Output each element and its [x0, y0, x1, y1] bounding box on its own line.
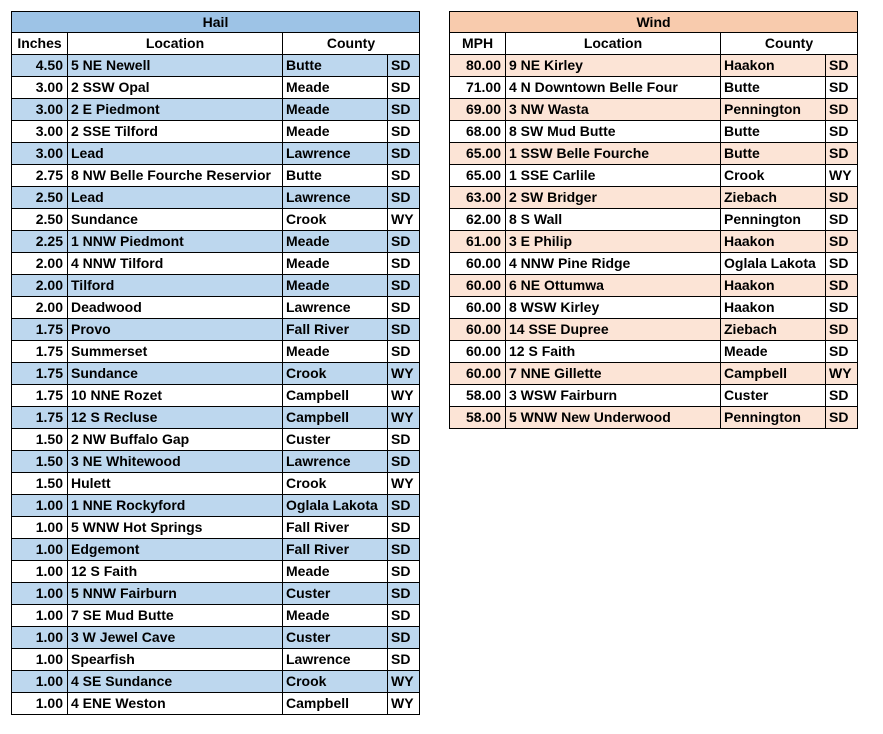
wind-cell-state: SD	[826, 99, 858, 121]
hail-cell-location: 2 SSW Opal	[68, 77, 283, 99]
wind-cell-location: 3 NW Wasta	[506, 99, 721, 121]
wind-cell-county: Haakon	[721, 275, 826, 297]
hail-cell-state: SD	[388, 649, 420, 671]
hail-cell-location: 8 NW Belle Fourche Reservior	[68, 165, 283, 187]
wind-cell-value: 60.00	[450, 341, 506, 363]
wind-cell-location: 8 WSW Kirley	[506, 297, 721, 319]
hail-cell-value: 1.00	[12, 561, 68, 583]
wind-cell-location: 3 E Philip	[506, 231, 721, 253]
wind-cell-value: 65.00	[450, 143, 506, 165]
wind-row	[450, 209, 858, 231]
wind-cell-location: 2 SW Bridger	[506, 187, 721, 209]
hail-cell-state: SD	[388, 605, 420, 627]
wind-cell-value: 61.00	[450, 231, 506, 253]
wind-title: Wind	[450, 12, 858, 33]
wind-row	[450, 121, 858, 143]
wind-rows	[450, 55, 858, 429]
hail-cell-state: SD	[388, 429, 420, 451]
hail-cell-county: Meade	[283, 121, 388, 143]
wind-cell-county: Haakon	[721, 55, 826, 77]
hail-cell-location: Summerset	[68, 341, 283, 363]
wind-cell-county: Ziebach	[721, 187, 826, 209]
hail-row	[12, 539, 420, 561]
hail-cell-location: 5 NNW Fairburn	[68, 583, 283, 605]
wind-cell-county: Pennington	[721, 209, 826, 231]
hail-cell-value: 1.50	[12, 451, 68, 473]
hail-cell-county: Meade	[283, 253, 388, 275]
hail-cell-location: 5 WNW Hot Springs	[68, 517, 283, 539]
wind-cell-value: 69.00	[450, 99, 506, 121]
hail-cell-county: Crook	[283, 473, 388, 495]
wind-row	[450, 385, 858, 407]
hail-cell-county: Meade	[283, 231, 388, 253]
hail-cell-location: 4 ENE Weston	[68, 693, 283, 715]
hail-cell-county: Lawrence	[283, 297, 388, 319]
hail-cell-county: Crook	[283, 671, 388, 693]
hail-cell-value: 2.75	[12, 165, 68, 187]
hail-row	[12, 275, 420, 297]
hail-cell-value: 1.00	[12, 583, 68, 605]
hail-cell-location: 2 SSE Tilford	[68, 121, 283, 143]
hail-cell-location: Hulett	[68, 473, 283, 495]
hail-cell-state: SD	[388, 561, 420, 583]
hail-cell-county: Crook	[283, 363, 388, 385]
hail-row	[12, 209, 420, 231]
hail-cell-location: 10 NNE Rozet	[68, 385, 283, 407]
hail-row	[12, 561, 420, 583]
hail-cell-value: 1.75	[12, 407, 68, 429]
wind-cell-value: 60.00	[450, 297, 506, 319]
hail-row	[12, 473, 420, 495]
hail-cell-county: Custer	[283, 627, 388, 649]
hail-header-inches: Inches	[12, 33, 68, 55]
wind-cell-state: SD	[826, 253, 858, 275]
hail-row	[12, 407, 420, 429]
wind-cell-value: 80.00	[450, 55, 506, 77]
hail-cell-location: 2 NW Buffalo Gap	[68, 429, 283, 451]
hail-cell-county: Fall River	[283, 319, 388, 341]
hail-row	[12, 187, 420, 209]
wind-cell-county: Butte	[721, 143, 826, 165]
hail-cell-state: SD	[388, 187, 420, 209]
wind-cell-county: Oglala Lakota	[721, 253, 826, 275]
hail-cell-value: 3.00	[12, 121, 68, 143]
wind-row	[450, 275, 858, 297]
hail-row	[12, 77, 420, 99]
hail-row	[12, 319, 420, 341]
wind-cell-state: SD	[826, 385, 858, 407]
hail-cell-location: 3 NE Whitewood	[68, 451, 283, 473]
hail-cell-location: Sundance	[68, 363, 283, 385]
hail-cell-county: Lawrence	[283, 143, 388, 165]
wind-cell-location: 8 SW Mud Butte	[506, 121, 721, 143]
wind-cell-value: 60.00	[450, 275, 506, 297]
wind-cell-value: 60.00	[450, 253, 506, 275]
hail-cell-value: 2.25	[12, 231, 68, 253]
hail-cell-location: Sundance	[68, 209, 283, 231]
wind-cell-state: SD	[826, 77, 858, 99]
wind-cell-county: Meade	[721, 341, 826, 363]
hail-cell-location: Spearfish	[68, 649, 283, 671]
wind-cell-location: 5 WNW New Underwood	[506, 407, 721, 429]
hail-cell-county: Meade	[283, 341, 388, 363]
wind-cell-location: 7 NNE Gillette	[506, 363, 721, 385]
wind-row	[450, 165, 858, 187]
hail-row	[12, 627, 420, 649]
hail-cell-location: 4 NNW Tilford	[68, 253, 283, 275]
hail-row	[12, 385, 420, 407]
hail-cell-value: 1.00	[12, 671, 68, 693]
hail-row	[12, 363, 420, 385]
hail-cell-location: 12 S Recluse	[68, 407, 283, 429]
hail-row	[12, 341, 420, 363]
hail-cell-state: SD	[388, 517, 420, 539]
wind-cell-county: Crook	[721, 165, 826, 187]
wind-cell-value: 62.00	[450, 209, 506, 231]
hail-cell-county: Meade	[283, 605, 388, 627]
wind-cell-county: Ziebach	[721, 319, 826, 341]
wind-cell-location: 3 WSW Fairburn	[506, 385, 721, 407]
hail-cell-value: 1.75	[12, 341, 68, 363]
wind-row	[450, 99, 858, 121]
hail-cell-location: 4 SE Sundance	[68, 671, 283, 693]
hail-cell-value: 1.75	[12, 363, 68, 385]
hail-cell-value: 4.50	[12, 55, 68, 77]
wind-cell-county: Custer	[721, 385, 826, 407]
wind-cell-location: 9 NE Kirley	[506, 55, 721, 77]
wind-cell-state: SD	[826, 231, 858, 253]
wind-cell-location: 4 NNW Pine Ridge	[506, 253, 721, 275]
wind-cell-state: SD	[826, 55, 858, 77]
hail-cell-county: Campbell	[283, 407, 388, 429]
hail-cell-state: SD	[388, 253, 420, 275]
wind-row	[450, 143, 858, 165]
hail-cell-county: Lawrence	[283, 187, 388, 209]
hail-cell-county: Lawrence	[283, 451, 388, 473]
hail-row	[12, 693, 420, 715]
hail-title: Hail	[12, 12, 420, 33]
hail-row	[12, 517, 420, 539]
wind-cell-value: 60.00	[450, 319, 506, 341]
hail-cell-value: 1.00	[12, 693, 68, 715]
hail-cell-county: Butte	[283, 55, 388, 77]
wind-table	[449, 11, 858, 429]
hail-cell-value: 3.00	[12, 143, 68, 165]
hail-cell-location: Tilford	[68, 275, 283, 297]
wind-cell-location: 1 SSW Belle Fourche	[506, 143, 721, 165]
hail-cell-value: 2.00	[12, 253, 68, 275]
hail-row	[12, 649, 420, 671]
wind-row	[450, 55, 858, 77]
wind-cell-value: 63.00	[450, 187, 506, 209]
hail-cell-value: 2.00	[12, 275, 68, 297]
wind-cell-state: SD	[826, 209, 858, 231]
wind-cell-value: 65.00	[450, 165, 506, 187]
hail-row	[12, 231, 420, 253]
hail-cell-state: SD	[388, 627, 420, 649]
hail-cell-value: 1.50	[12, 429, 68, 451]
hail-cell-county: Meade	[283, 99, 388, 121]
wind-cell-state: SD	[826, 341, 858, 363]
hail-row	[12, 165, 420, 187]
hail-cell-location: 5 NE Newell	[68, 55, 283, 77]
hail-cell-county: Custer	[283, 429, 388, 451]
wind-cell-value: 68.00	[450, 121, 506, 143]
hail-cell-state: SD	[388, 495, 420, 517]
hail-cell-state: WY	[388, 385, 420, 407]
hail-cell-state: WY	[388, 209, 420, 231]
wind-cell-county: Campbell	[721, 363, 826, 385]
wind-cell-location: 8 S Wall	[506, 209, 721, 231]
hail-cell-state: WY	[388, 407, 420, 429]
hail-row	[12, 99, 420, 121]
wind-cell-location: 4 N Downtown Belle Four	[506, 77, 721, 99]
wind-row	[450, 341, 858, 363]
hail-row	[12, 451, 420, 473]
hail-row	[12, 671, 420, 693]
wind-row	[450, 187, 858, 209]
hail-cell-location: 1 NNE Rockyford	[68, 495, 283, 517]
hail-cell-county: Lawrence	[283, 649, 388, 671]
hail-cell-location: 2 E Piedmont	[68, 99, 283, 121]
hail-row	[12, 143, 420, 165]
wind-cell-county: Haakon	[721, 297, 826, 319]
hail-cell-state: SD	[388, 77, 420, 99]
wind-cell-county: Pennington	[721, 99, 826, 121]
hail-cell-value: 2.00	[12, 297, 68, 319]
wind-row	[450, 77, 858, 99]
hail-cell-county: Fall River	[283, 517, 388, 539]
hail-cell-county: Campbell	[283, 693, 388, 715]
wind-cell-state: WY	[826, 363, 858, 385]
hail-header-location: Location	[68, 33, 283, 55]
wind-cell-county: Haakon	[721, 231, 826, 253]
hail-cell-county: Meade	[283, 275, 388, 297]
hail-cell-state: WY	[388, 363, 420, 385]
wind-cell-state: WY	[826, 165, 858, 187]
wind-row	[450, 297, 858, 319]
hail-cell-value: 3.00	[12, 77, 68, 99]
hail-cell-state: WY	[388, 473, 420, 495]
hail-table	[11, 11, 420, 715]
wind-header-location: Location	[506, 33, 721, 55]
hail-row	[12, 429, 420, 451]
hail-cell-state: WY	[388, 671, 420, 693]
hail-cell-location: Lead	[68, 143, 283, 165]
hail-cell-state: SD	[388, 583, 420, 605]
wind-cell-state: SD	[826, 275, 858, 297]
hail-cell-location: Provo	[68, 319, 283, 341]
hail-cell-county: Custer	[283, 583, 388, 605]
wind-cell-state: SD	[826, 187, 858, 209]
hail-cell-value: 1.50	[12, 473, 68, 495]
wind-cell-county: Butte	[721, 121, 826, 143]
hail-header-county: County	[283, 33, 420, 55]
wind-cell-state: SD	[826, 319, 858, 341]
hail-cell-value: 3.00	[12, 99, 68, 121]
hail-cell-state: SD	[388, 341, 420, 363]
hail-cell-state: SD	[388, 297, 420, 319]
hail-cell-value: 1.00	[12, 517, 68, 539]
hail-cell-location: 12 S Faith	[68, 561, 283, 583]
hail-row	[12, 495, 420, 517]
hail-cell-state: SD	[388, 165, 420, 187]
wind-cell-location: 12 S Faith	[506, 341, 721, 363]
hail-cell-location: 3 W Jewel Cave	[68, 627, 283, 649]
hail-cell-county: Meade	[283, 77, 388, 99]
hail-row	[12, 121, 420, 143]
wind-cell-value: 58.00	[450, 407, 506, 429]
wind-row	[450, 407, 858, 429]
hail-cell-location: Deadwood	[68, 297, 283, 319]
hail-row	[12, 297, 420, 319]
hail-cell-value: 1.00	[12, 627, 68, 649]
hail-rows	[12, 55, 420, 715]
hail-cell-state: WY	[388, 693, 420, 715]
hail-cell-county: Fall River	[283, 539, 388, 561]
wind-cell-county: Butte	[721, 77, 826, 99]
wind-row	[450, 253, 858, 275]
hail-cell-state: SD	[388, 539, 420, 561]
hail-cell-location: Lead	[68, 187, 283, 209]
wind-cell-value: 71.00	[450, 77, 506, 99]
hail-cell-state: SD	[388, 231, 420, 253]
wind-cell-location: 1 SSE Carlile	[506, 165, 721, 187]
hail-row	[12, 253, 420, 275]
hail-row	[12, 55, 420, 77]
wind-header-county: County	[721, 33, 858, 55]
hail-cell-value: 1.00	[12, 495, 68, 517]
wind-row	[450, 231, 858, 253]
hail-row	[12, 583, 420, 605]
wind-cell-location: 6 NE Ottumwa	[506, 275, 721, 297]
hail-cell-state: SD	[388, 319, 420, 341]
hail-cell-state: SD	[388, 451, 420, 473]
hail-cell-state: SD	[388, 121, 420, 143]
hail-cell-state: SD	[388, 143, 420, 165]
wind-cell-value: 60.00	[450, 363, 506, 385]
hail-cell-value: 1.00	[12, 605, 68, 627]
hail-cell-value: 1.75	[12, 319, 68, 341]
wind-cell-state: SD	[826, 407, 858, 429]
hail-cell-state: SD	[388, 275, 420, 297]
wind-cell-state: SD	[826, 297, 858, 319]
hail-cell-location: 7 SE Mud Butte	[68, 605, 283, 627]
wind-row	[450, 319, 858, 341]
hail-cell-location: 1 NNW Piedmont	[68, 231, 283, 253]
wind-cell-county: Pennington	[721, 407, 826, 429]
wind-cell-location: 14 SSE Dupree	[506, 319, 721, 341]
wind-cell-state: SD	[826, 121, 858, 143]
hail-cell-county: Campbell	[283, 385, 388, 407]
wind-cell-state: SD	[826, 143, 858, 165]
hail-cell-county: Crook	[283, 209, 388, 231]
wind-header-mph: MPH	[450, 33, 506, 55]
hail-cell-value: 2.50	[12, 209, 68, 231]
hail-cell-value: 1.00	[12, 649, 68, 671]
hail-cell-state: SD	[388, 55, 420, 77]
hail-cell-county: Meade	[283, 561, 388, 583]
wind-cell-value: 58.00	[450, 385, 506, 407]
hail-cell-county: Butte	[283, 165, 388, 187]
hail-cell-state: SD	[388, 99, 420, 121]
hail-cell-value: 1.75	[12, 385, 68, 407]
hail-cell-county: Oglala Lakota	[283, 495, 388, 517]
wind-row	[450, 363, 858, 385]
hail-cell-location: Edgemont	[68, 539, 283, 561]
hail-row	[12, 605, 420, 627]
hail-cell-value: 1.00	[12, 539, 68, 561]
hail-cell-value: 2.50	[12, 187, 68, 209]
